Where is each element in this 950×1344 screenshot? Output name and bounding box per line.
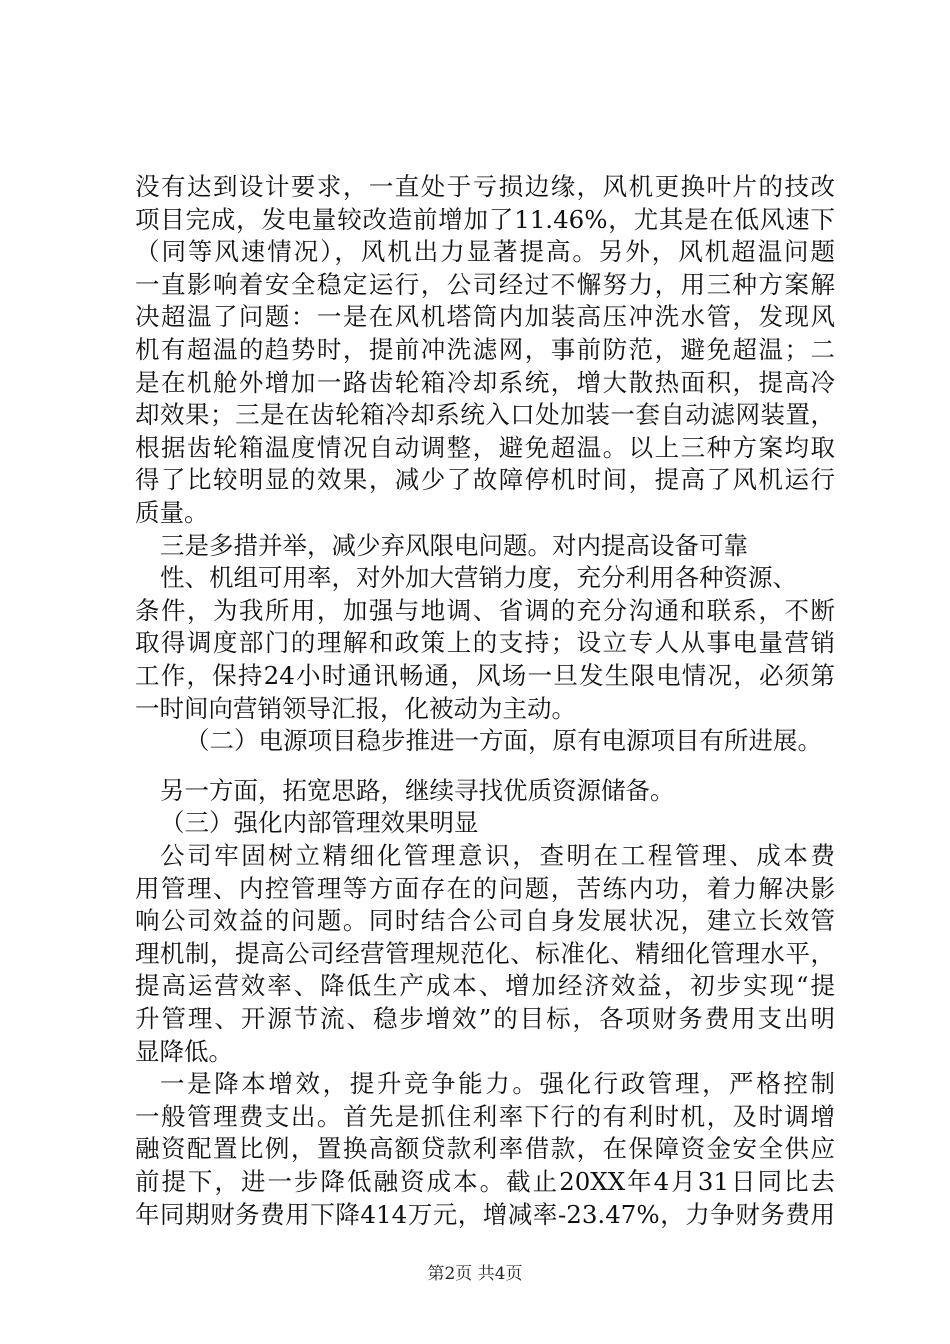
body-line: 用管理、内控管理等方面存在的问题，苦练内功，着力解决影	[135, 874, 835, 903]
paragraph-start-line: 公司牢固树立精细化管理意识，查明在工程管理、成本费	[160, 841, 835, 870]
body-line: 一时间向营销领导汇报，化被动为主动。	[135, 694, 576, 723]
body-line: 升管理、开源节流、稳步增效”的目标，各项财务费用支出明	[135, 1004, 835, 1033]
body-line: 得了比较明显的效果，减少了故障停机时间，提高了风机运行	[135, 465, 835, 494]
body-line: 根据齿轮箱温度情况自动调整，避免超温。以上三种方案均取	[135, 433, 835, 462]
page-number-footer: 第2页 共4页	[427, 1264, 523, 1284]
body-line: 机有超温的趋势时，提前冲洗滤网，事前防范，避免超温；二	[135, 335, 835, 364]
body-line: 决超温了问题：一是在风机塔筒内加装高压冲洗水管，发现风	[135, 302, 835, 331]
body-line: （同等风速情况），风机出力显著提高。另外，风机超温问题	[135, 237, 835, 266]
body-line: 没有达到设计要求，一直处于亏损边缘，风机更换叶片的技改	[135, 172, 835, 201]
body-line: 响公司效益的问题。同时结合公司自身发展状况，建立长效管	[135, 906, 835, 935]
body-line: 取得调度部门的理解和政策上的支持；设立专人从事电量营销	[135, 628, 835, 657]
body-line: 提高运营效率、降低生产成本、增加经济效益，初步实现“提	[135, 971, 835, 1000]
body-line: 却效果；三是在齿轮箱冷却系统入口处加装一套自动滤网装置，	[135, 400, 835, 429]
body-line: 显降低。	[135, 1037, 233, 1066]
body-line: 性、机组可用率，对外加大营销力度，充分利用各种资源、	[160, 563, 797, 592]
body-line: 项目完成，发电量较改造前增加了11.46%，尤其是在低风速下	[135, 205, 835, 234]
body-line: 质量。	[135, 498, 209, 527]
paragraph-start-line: 另一方面，拓宽思路，继续寻找优质资源储备。	[160, 776, 675, 805]
body-line: 一般管理费支出。首先是抓住利率下行的有利时机，及时调增	[135, 1102, 835, 1131]
body-line: 理机制，提高公司经营管理规范化、标准化、精细化管理水平，	[135, 939, 835, 968]
body-line: 是在机舱外增加一路齿轮箱冷却系统，增大散热面积，提高冷	[135, 368, 835, 397]
body-line: 融资配置比例，置换高额贷款利率借款，在保障资金安全供应	[135, 1134, 835, 1163]
body-line: 条件，为我所用，加强与地调、省调的充分沟通和联系，不断	[135, 596, 835, 625]
body-line: 一直影响着安全稳定运行，公司经过不懈努力，用三种方案解	[135, 270, 835, 299]
paragraph-start-line: 一是降本增效，提升竞争能力。强化行政管理，严格控制	[160, 1069, 835, 1098]
body-line: 工作，保持24小时通讯畅通，风场一旦发生限电情况，必须第	[135, 661, 835, 690]
paragraph-start-line: 三是多措并举，减少弃风限电问题。对内提高设备可靠	[160, 531, 748, 560]
body-line: 年同期财务费用下降414万元，增减率-23.47%，力争财务费用	[135, 1200, 835, 1229]
body-line: 前提下，进一步降低融资成本。截止20XX年4月31日同比去	[135, 1167, 835, 1196]
section-heading-3: （三）强化内部管理效果明显	[160, 808, 479, 837]
section-heading-2: （二）电源项目稳步推进一方面，原有电源项目有所进展。	[185, 726, 822, 755]
